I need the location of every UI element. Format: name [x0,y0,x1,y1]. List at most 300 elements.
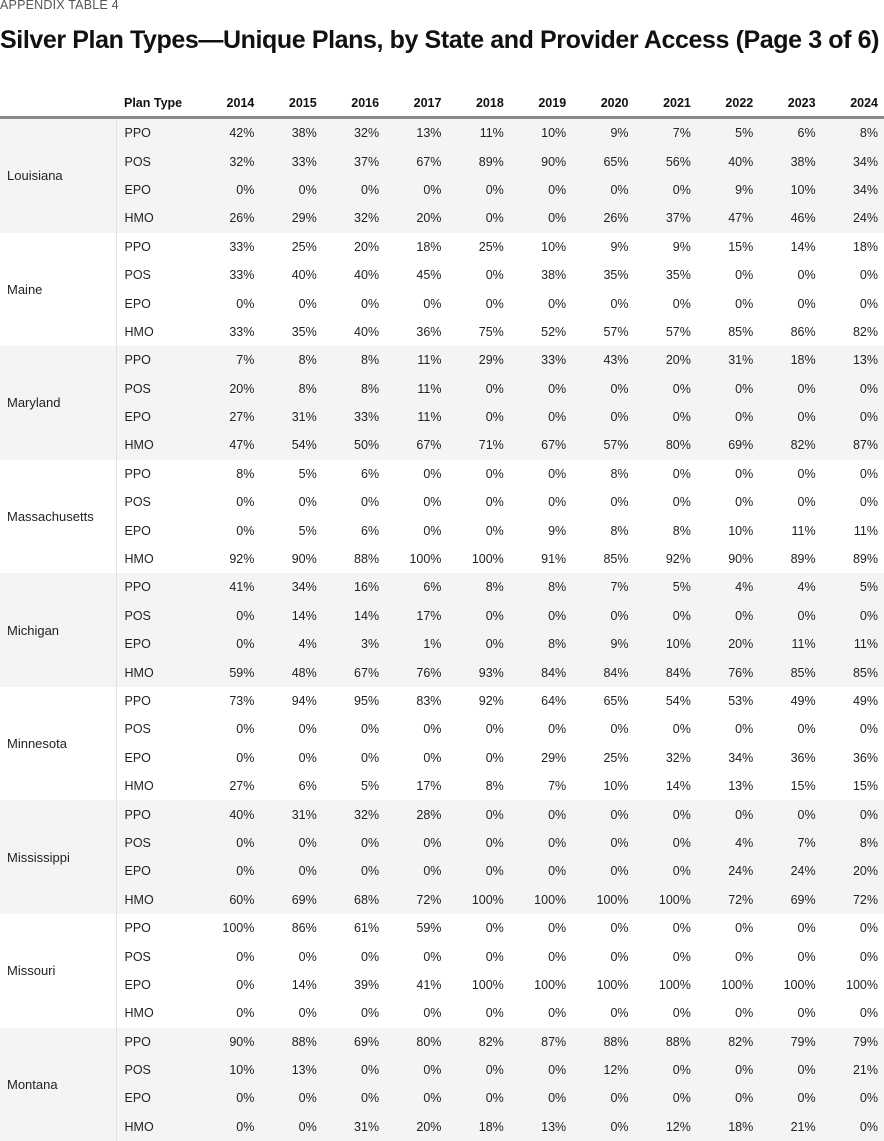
percent-cell: 0% [323,1056,385,1084]
percent-cell: 0% [610,949,629,964]
percent-cell: 0% [735,296,754,311]
percent-cell: 0% [447,176,509,204]
percent-cell: 4% [260,630,322,658]
percent-cell: 24% [697,857,759,885]
percent-cell: 40% [697,147,759,175]
percent-cell: 0% [759,375,821,403]
percent-cell: 0% [423,466,442,481]
percent-cell: 0% [859,722,878,737]
percent-cell: 0% [385,829,447,857]
percent-cell: 0% [548,495,567,510]
percent-cell: 88% [572,1028,634,1056]
plan-type-cell: POS [124,722,151,737]
percent-cell: 100% [658,977,691,992]
percent-cell: 0% [548,949,567,964]
percent-cell: 0% [423,750,442,765]
percent-cell: 0% [447,403,509,431]
percent-cell: 0% [797,495,816,510]
percent-cell: 12% [572,1056,634,1084]
percent-cell: 35% [291,324,317,339]
percent-cell: 0% [236,296,255,311]
plan-type-cell: POS [116,829,198,857]
percent-cell: 15% [728,239,754,254]
percent-cell: 0% [822,602,884,630]
column-header-year: 2015 [260,89,322,118]
percent-cell: 100% [510,886,572,914]
percent-cell: 14% [323,602,385,630]
percent-cell: 0% [298,722,317,737]
table-row [0,261,884,289]
percent-cell: 100% [534,977,567,992]
column-header-year: 2017 [385,89,447,118]
percent-cell: 0% [298,1006,317,1021]
percent-cell: 37% [635,204,697,232]
percent-cell: 0% [447,857,509,885]
percent-cell: 0% [198,602,260,630]
table-header-row [0,89,884,118]
percent-cell: 9% [610,239,629,254]
state-name: Missouri [0,914,116,1028]
percent-cell: 10% [728,523,754,538]
percent-cell: 5% [298,523,317,538]
percent-cell: 6% [385,573,447,601]
percent-cell: 0% [198,829,260,857]
percent-cell: 14% [665,779,691,794]
state-name: Montana [0,1028,116,1141]
percent-cell: 80% [385,1028,447,1056]
plan-type-cell: PPO [116,800,198,828]
plan-type-cell: PPO [124,239,151,254]
percent-cell: 100% [471,552,504,567]
percent-cell: 0% [697,602,759,630]
percent-cell: 0% [485,268,504,283]
percent-cell: 4% [697,829,759,857]
table-row [0,914,884,942]
percent-cell: 8% [822,118,884,148]
percent-cell: 82% [759,431,821,459]
plan-type-cell: HMO [124,324,154,339]
percent-cell: 40% [198,800,260,828]
percent-cell: 0% [485,949,504,964]
percent-cell: 0% [385,176,447,204]
percent-cell: 90% [728,552,754,567]
percent-cell: 0% [635,857,697,885]
percent-cell: 0% [735,722,754,737]
percent-cell: 0% [572,1084,634,1112]
percent-cell: 31% [697,346,759,374]
plan-type-cell: POS [124,495,151,510]
percent-cell: 0% [859,268,878,283]
column-header-year: 2021 [635,89,697,118]
percent-cell: 0% [510,1084,572,1112]
percent-cell: 0% [485,296,504,311]
percent-cell: 60% [198,886,260,914]
plan-type-cell: PPO [116,1028,198,1056]
percent-cell: 32% [198,147,260,175]
percent-cell: 0% [735,495,754,510]
percent-cell: 100% [222,921,255,936]
percent-cell: 67% [510,431,572,459]
percent-cell: 0% [672,466,691,481]
percent-cell: 0% [548,921,567,936]
percent-cell: 11% [385,346,447,374]
percent-cell: 13% [728,779,754,794]
percent-cell: 0% [610,722,629,737]
state-name: Maryland [0,346,116,460]
percent-cell: 83% [416,694,442,708]
percent-cell: 0% [423,495,442,510]
percent-cell: 56% [635,147,697,175]
percent-cell: 69% [697,431,759,459]
percent-cell: 0% [859,949,878,964]
percent-cell: 16% [323,573,385,601]
percent-cell: 34% [822,176,884,204]
percent-cell: 8% [672,523,691,538]
percent-cell: 59% [416,921,442,936]
percent-cell: 11% [822,630,884,658]
percent-cell: 0% [298,296,317,311]
percent-cell: 34% [822,147,884,175]
percent-cell: 0% [859,495,878,510]
percent-cell: 29% [260,204,322,232]
table-row [0,318,884,346]
percent-cell: 29% [541,750,567,765]
percent-cell: 0% [485,495,504,510]
percent-cell: 0% [485,722,504,737]
percent-cell: 7% [759,829,821,857]
column-header-year: 2023 [759,89,821,118]
percent-cell: 26% [198,204,260,232]
percent-cell: 0% [759,602,821,630]
percent-cell: 0% [385,857,447,885]
percent-cell: 89% [447,147,509,175]
percent-cell: 0% [697,375,759,403]
percent-cell: 45% [416,268,442,283]
percent-cell: 0% [423,1006,442,1021]
percent-cell: 52% [541,324,567,339]
percent-cell: 14% [790,239,816,254]
percent-cell: 5% [635,573,697,601]
percent-cell: 0% [672,921,691,936]
percent-cell: 18% [447,1113,509,1141]
percent-cell: 0% [236,523,255,538]
table-row [0,460,884,488]
percent-cell: 0% [859,296,878,311]
plan-type-cell: EPO [116,857,198,885]
percent-cell: 0% [797,722,816,737]
percent-cell: 85% [759,658,821,686]
percent-cell: 21% [759,1113,821,1141]
percent-cell: 67% [385,147,447,175]
percent-cell: 26% [572,204,634,232]
percent-cell: 0% [635,403,697,431]
percent-cell: 64% [541,694,567,708]
state-name: Mississippi [0,800,116,914]
percent-cell: 0% [572,602,634,630]
percent-cell: 67% [385,431,447,459]
percent-cell: 0% [610,296,629,311]
percent-cell: 68% [323,886,385,914]
percent-cell: 0% [510,800,572,828]
table-row [0,573,884,601]
percent-cell: 59% [198,658,260,686]
percent-cell: 0% [859,466,878,481]
percent-cell: 0% [510,857,572,885]
percent-cell: 76% [385,658,447,686]
percent-cell: 9% [697,176,759,204]
percent-cell: 0% [423,949,442,964]
percent-cell: 0% [859,921,878,936]
percent-cell: 8% [260,346,322,374]
percent-cell: 7% [548,779,567,794]
percent-cell: 92% [665,552,691,567]
percent-cell: 46% [759,204,821,232]
percent-cell: 86% [291,921,317,936]
percent-cell: 17% [385,602,447,630]
percent-cell: 27% [229,779,255,794]
percent-cell: 13% [260,1056,322,1084]
percent-cell: 65% [572,147,634,175]
percent-cell: 14% [291,977,317,992]
column-header-year: 2018 [447,89,509,118]
plan-type-cell: PPO [124,466,151,481]
table-row [0,687,884,715]
plan-type-cell: EPO [116,176,198,204]
percent-cell: 8% [610,523,629,538]
percent-cell: 25% [478,239,504,254]
percent-cell: 0% [548,466,567,481]
percent-cell: 13% [385,118,447,148]
column-header-year: 2016 [323,89,385,118]
percent-cell: 67% [323,658,385,686]
percent-cell: 100% [596,977,629,992]
percent-cell: 10% [603,779,629,794]
percent-cell: 8% [510,630,572,658]
percent-cell: 0% [759,403,821,431]
percent-cell: 100% [721,977,754,992]
table-row [0,233,884,261]
plan-type-cell: HMO [116,1113,198,1141]
percent-cell: 4% [697,573,759,601]
percent-cell: 0% [735,1006,754,1021]
table-row [0,147,884,175]
percent-cell: 36% [852,750,878,765]
percent-cell: 17% [416,779,442,794]
percent-cell: 41% [416,977,442,992]
plan-type-cell: PPO [116,346,198,374]
state-name: Louisiana [0,118,116,233]
percent-cell: 84% [510,658,572,686]
percent-cell: 0% [236,949,255,964]
state-name: Michigan [0,573,116,687]
percent-cell: 61% [354,921,380,936]
page-title: Silver Plan Types—Unique Plans, by State and Provider Access (Page 3 of 6) [0,26,880,54]
percent-cell: 100% [783,977,816,992]
percent-cell: 0% [198,857,260,885]
percent-cell: 10% [635,630,697,658]
percent-cell: 0% [735,921,754,936]
column-header-plan-type: Plan Type [116,89,198,118]
table-row [0,800,884,828]
percent-cell: 0% [697,403,759,431]
percent-cell: 0% [572,800,634,828]
percent-cell: 72% [385,886,447,914]
percent-cell: 71% [447,431,509,459]
state-name: Minnesota [0,687,116,801]
percent-cell: 18% [416,239,442,254]
percent-cell: 6% [759,118,821,148]
column-header-year: 2014 [198,89,260,118]
percent-cell: 20% [198,375,260,403]
percent-cell: 8% [447,573,509,601]
percent-cell: 31% [260,800,322,828]
percent-cell: 18% [759,346,821,374]
percent-cell: 0% [236,722,255,737]
table-row [0,118,884,148]
plan-type-cell: POS [124,268,151,283]
percent-cell: 0% [635,176,697,204]
table-row [0,176,884,204]
percent-cell: 48% [260,658,322,686]
percent-cell: 0% [447,1056,509,1084]
percent-cell: 32% [323,800,385,828]
percent-cell: 11% [385,375,447,403]
percent-cell: 0% [485,523,504,538]
percent-cell: 24% [822,204,884,232]
percent-cell: 0% [423,523,442,538]
percent-cell: 100% [447,886,509,914]
percent-cell: 95% [354,694,380,708]
percent-cell: 11% [791,523,816,538]
percent-cell: 36% [416,324,442,339]
percent-cell: 0% [361,1006,380,1021]
percent-cell: 0% [298,495,317,510]
percent-cell: 0% [572,176,634,204]
state-name: Massachusetts [0,460,116,574]
plan-type-cell: EPO [124,977,151,992]
percent-cell: 25% [291,239,317,254]
percent-cell: 24% [759,857,821,885]
percent-cell: 54% [665,694,691,708]
percent-cell: 0% [510,1056,572,1084]
percent-cell: 89% [852,552,878,567]
percent-cell: 40% [354,268,380,283]
percent-cell: 14% [260,602,322,630]
percent-cell: 0% [548,722,567,737]
percent-cell: 0% [672,495,691,510]
percent-cell: 0% [548,1006,567,1021]
percent-cell: 0% [385,1056,447,1084]
percent-cell: 0% [447,1084,509,1112]
plan-type-cell: EPO [124,296,151,311]
percent-cell: 5% [697,118,759,148]
table-row [0,289,884,317]
percent-cell: 0% [260,176,322,204]
percent-cell: 87% [510,1028,572,1056]
percent-cell: 28% [385,800,447,828]
percent-cell: 87% [822,431,884,459]
percent-cell: 0% [447,800,509,828]
percent-cell: 82% [447,1028,509,1056]
percent-cell: 0% [260,1084,322,1112]
percent-cell: 69% [260,886,322,914]
percent-cell: 9% [572,630,634,658]
percent-cell: 0% [510,204,572,232]
percent-cell: 50% [323,431,385,459]
percent-cell: 0% [797,268,816,283]
percent-cell: 57% [665,324,691,339]
percent-cell: 8% [485,779,504,794]
percent-cell: 0% [859,1006,878,1021]
plan-type-cell: HMO [116,658,198,686]
percent-cell: 20% [697,630,759,658]
percent-cell: 0% [822,1113,884,1141]
percent-cell: 100% [409,552,442,567]
percent-cell: 93% [447,658,509,686]
percent-cell: 29% [447,346,509,374]
percent-cell: 5% [822,573,884,601]
percent-cell: 49% [852,694,878,708]
percent-cell: 11% [759,630,821,658]
percent-cell: 0% [236,977,255,992]
percent-cell: 0% [361,296,380,311]
plan-type-cell: PPO [124,694,151,708]
percent-cell: 88% [635,1028,697,1056]
percent-cell: 0% [635,375,697,403]
percent-cell: 31% [260,403,322,431]
percent-cell: 0% [610,1006,629,1021]
table-row [0,375,884,403]
column-header-year: 2022 [697,89,759,118]
percent-cell: 0% [198,1084,260,1112]
percent-cell: 0% [485,750,504,765]
percent-cell: 0% [548,296,567,311]
percent-cell: 6% [361,523,380,538]
percent-cell: 40% [291,268,317,283]
percent-cell: 0% [635,602,697,630]
percent-cell: 38% [541,268,567,283]
percent-cell: 0% [361,949,380,964]
percent-cell: 0% [822,800,884,828]
percent-cell: 20% [385,204,447,232]
percent-cell: 72% [697,886,759,914]
percent-cell: 65% [603,694,629,708]
percent-cell: 0% [572,1113,634,1141]
percent-cell: 33% [260,147,322,175]
percent-cell: 11% [853,523,878,538]
percent-cell: 0% [485,1006,504,1021]
percent-cell: 0% [735,949,754,964]
percent-cell: 0% [323,829,385,857]
percent-cell: 0% [361,495,380,510]
percent-cell: 8% [323,375,385,403]
percent-cell: 0% [447,602,509,630]
percent-cell: 8% [236,466,255,481]
percent-cell: 0% [635,800,697,828]
table-body [0,118,884,1141]
percent-cell: 0% [361,722,380,737]
percent-cell: 79% [759,1028,821,1056]
table-row [0,488,884,516]
percent-cell: 0% [510,375,572,403]
percent-cell: 20% [385,1113,447,1141]
percent-cell: 0% [797,921,816,936]
percent-cell: 1% [385,630,447,658]
percent-cell: 0% [198,630,260,658]
percent-cell: 94% [291,694,317,708]
percent-cell: 5% [298,466,317,481]
percent-cell: 0% [822,1084,884,1112]
